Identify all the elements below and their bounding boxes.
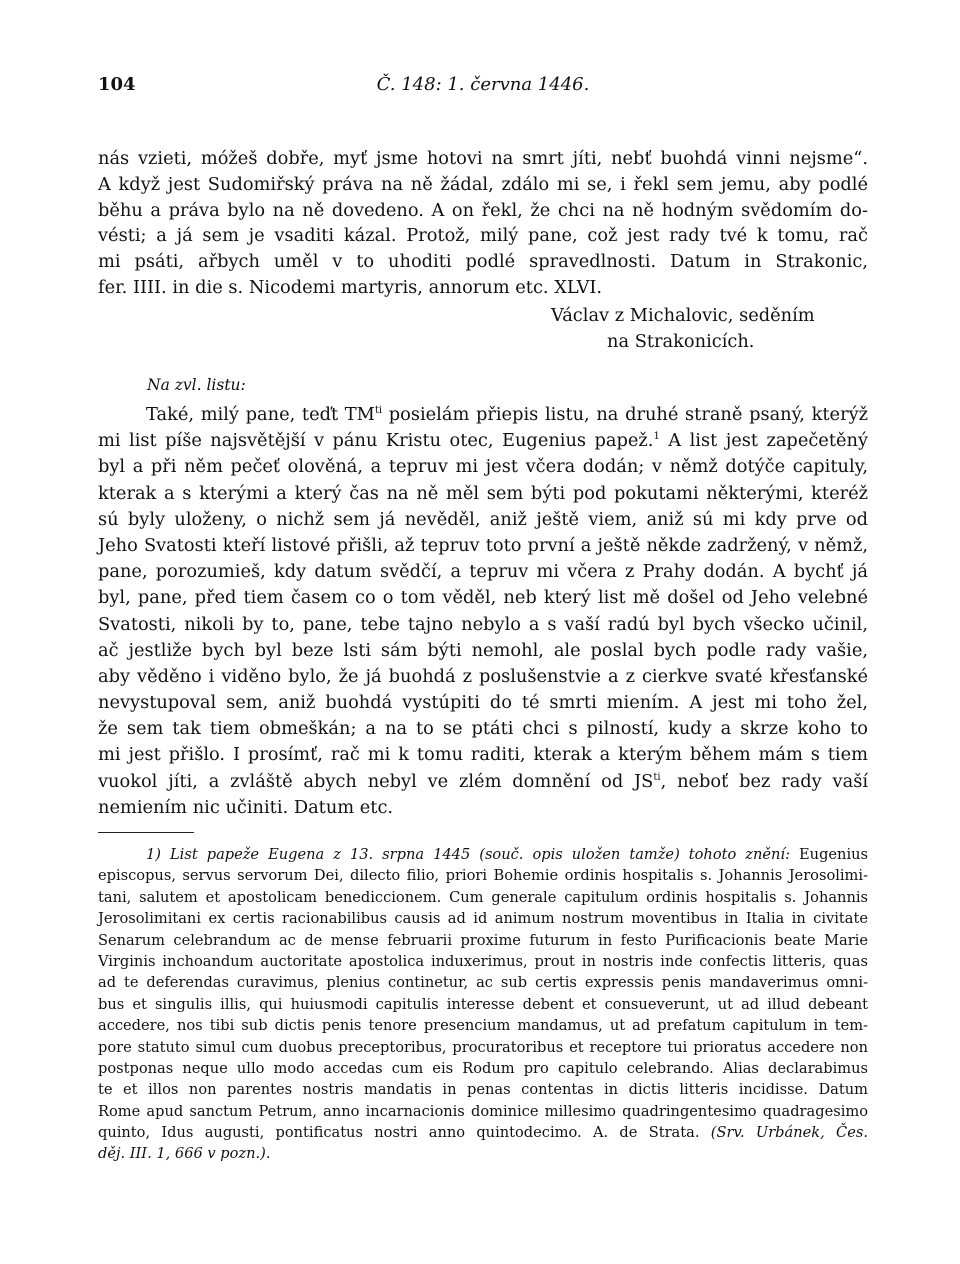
text-line: A když jest Sudomiřský práva na ně žádal, zdálo mi se, i řekl sem jemu, aby podlé: [98, 173, 868, 195]
superscript: ti: [653, 771, 661, 783]
text-line: Senarum celebrandum ac de mense februarii proxime futurum in festo Purificacionis beate Marie: [98, 931, 868, 949]
superscript: ti: [374, 405, 383, 416]
addendum-text: [98, 402, 868, 821]
text-line: Jerosolimitani ex certis racionabilibus causis ad id animum nostrum moventibus in Italia in civitate: [98, 910, 868, 928]
text-span: posielám přiepis listu, na druhé straně psaný, kterýž: [382, 404, 868, 425]
text-line: kterak a s kterými a který čas na ně měl sem býti pod pokutami některými, kteréž: [98, 482, 868, 504]
text-span: vuokol jíti, a zvláště abych nebyl ve zlém domnění od JS: [98, 770, 654, 792]
text-line: nás vzieti, móžeš dobře, myť jsme hotovi na smrt jíti, nebť buohdá vinni nejsme“.: [98, 148, 868, 169]
text-line: aby věděno i viděno bylo, že já buohdá z poslušenstvie a z cierkve svaté křesťanské: [98, 665, 868, 687]
footnote-rule: [98, 832, 194, 833]
text-line: Rome apud sanctum Petrum, anno incarnacionis dominice millesimo quadringentesimo quadragesimo: [98, 1102, 868, 1120]
text-line: [98, 769, 868, 795]
text-line: nevystupoval sem, aniž buohdá vystúpiti do té smrti miením. A jest mi toho žel,: [98, 692, 868, 714]
text-line: postponas neque ullo modo accedas cum eis Rodum pro capitulo celebrando. Alias declarabimus: [98, 1059, 868, 1077]
text-line: vésti; a já sem je vsaditi kázal. Protož, milý pane, což jest rady tvé k tomu, rač: [98, 225, 868, 247]
text-line: sú byly uloženy, o nichž sem já nevěděl, aniž ještě viem, aniž sú mi kdy prve od: [98, 508, 868, 530]
text-line: Svatosti, nikoli by to, pane, tebe tajno nebylo a s vaší radú byl bych všecko učinil,: [98, 613, 868, 635]
text-line: pane, porozumieš, kdy datum svědčí, a tepruv mi včera z Prahy dodán. A bychť já: [98, 561, 868, 583]
page-header: [98, 74, 868, 100]
text-line: [98, 844, 868, 865]
text-line: Jeho Svatosti kteří listové přišli, až tepruv toto první a ještě někde zadržený, v němž,: [98, 534, 868, 556]
letter-text: [98, 146, 868, 301]
text-line: běhu a práva bylo na ně dovedeno. A on řekl, že chci na ně hodným svědomím do-: [98, 199, 868, 221]
text-line: pore statuto simul cum duobus preceptoribus, procuratoribus et receptore tui prioratus accedere non: [98, 1038, 868, 1056]
text-line: Virginis inchoandum auctoritate apostolica induxerimus, prout in nostris inde confectis litteris, quas: [98, 952, 868, 970]
text-line: fer. IIII. in die s. Nicodemi martyris, annorum etc. XLVI.: [98, 276, 603, 298]
text-line: byl a při něm pečeť olověná, a tepruv mi jest včera dodán; v němž dotýče capituly,: [98, 456, 868, 478]
text-span: (Srv. Urbánek, Čes.: [710, 1124, 868, 1142]
text-line: byl, pane, před tiem časem co o tom věděl, neb který list mě došel od Jeho velebné: [98, 587, 868, 609]
signature-line: na Strakonicích.: [607, 330, 755, 352]
text-span: quinto, Idus augusti, pontificatus nostri anno quintodecimo. A. de Strata.: [98, 1124, 711, 1142]
text-span: , neboť bez rady vaší: [660, 770, 869, 792]
text-line: [98, 1122, 868, 1143]
text-line: episcopus, servus servorum Dei, dilecto filio, priori Bohemie ordinis hospitalis s. Johannis Jerosolimi-: [98, 867, 868, 885]
running-title: Č. 148: 1. června 1446.: [376, 74, 590, 95]
addendum-label: Na zvl. listu:: [147, 376, 246, 394]
text-line: bus et singulis illis, qui huiusmodi capitulis interesse debent et consueverunt, ut ad illud debeant: [98, 995, 868, 1013]
text-line: že sem tak tiem obmeškán; a na to se ptáti chci s pilností, kudy a skrze koho to: [98, 718, 868, 740]
text-span: Eugenius: [790, 846, 869, 863]
text-line: ad te deferendas curavimus, plenius continetur, ac sub certis expressis penis mandaverimus omni-: [98, 974, 868, 992]
text-line: ač jestliže bych byl beze lsti sám býti nemohl, ale poslal bych podle rady vašie,: [98, 639, 868, 661]
text-line: tani, salutem et apostolicam benediccionem. Cum generale capitulum ordinis hospitalis s. Johannis: [98, 888, 868, 906]
text-span: mi list píše najsvětější v pánu Kristu otec, Eugenius papež.: [98, 430, 654, 452]
text-span: Také, milý pane, teďt TM: [146, 404, 375, 425]
page-number: 104: [98, 74, 136, 95]
text-line: te et illos non parentes nostris mandatis in penas contentas in dictis litteris incidisse. Datum: [98, 1081, 868, 1099]
text-line: accedere, nos tibi sub dictis penis tenore presencium mandamus, ut ad prefatum capitulum in tem-: [98, 1017, 868, 1035]
text-line: nemiením nic učiniti. Datum etc.: [98, 796, 394, 818]
footnote-ref: 1: [653, 431, 660, 443]
text-line: mi psáti, ařbych uměl v to uhoditi podlé spravedlnosti. Datum in Strakonic,: [98, 251, 868, 273]
footnote: [98, 844, 868, 1165]
signature-block: [551, 303, 815, 355]
text-line: mi jest přišlo. I prosímť, rač mi k tomu raditi, kterak a kterým během mám s tiem: [98, 744, 868, 766]
text-span: A list jest zapečetěný: [659, 430, 868, 452]
signature-line: Václav z Michalovic, seděním: [551, 305, 815, 326]
text-line: [98, 428, 868, 454]
text-line: děj. III. 1, 666 v pozn.).: [98, 1145, 271, 1163]
text-span: 1) List papeže Eugena z 13. srpna 1445 (souč. opis uložen tamže) tohoto znění:: [146, 846, 790, 863]
text-line: [98, 402, 868, 428]
